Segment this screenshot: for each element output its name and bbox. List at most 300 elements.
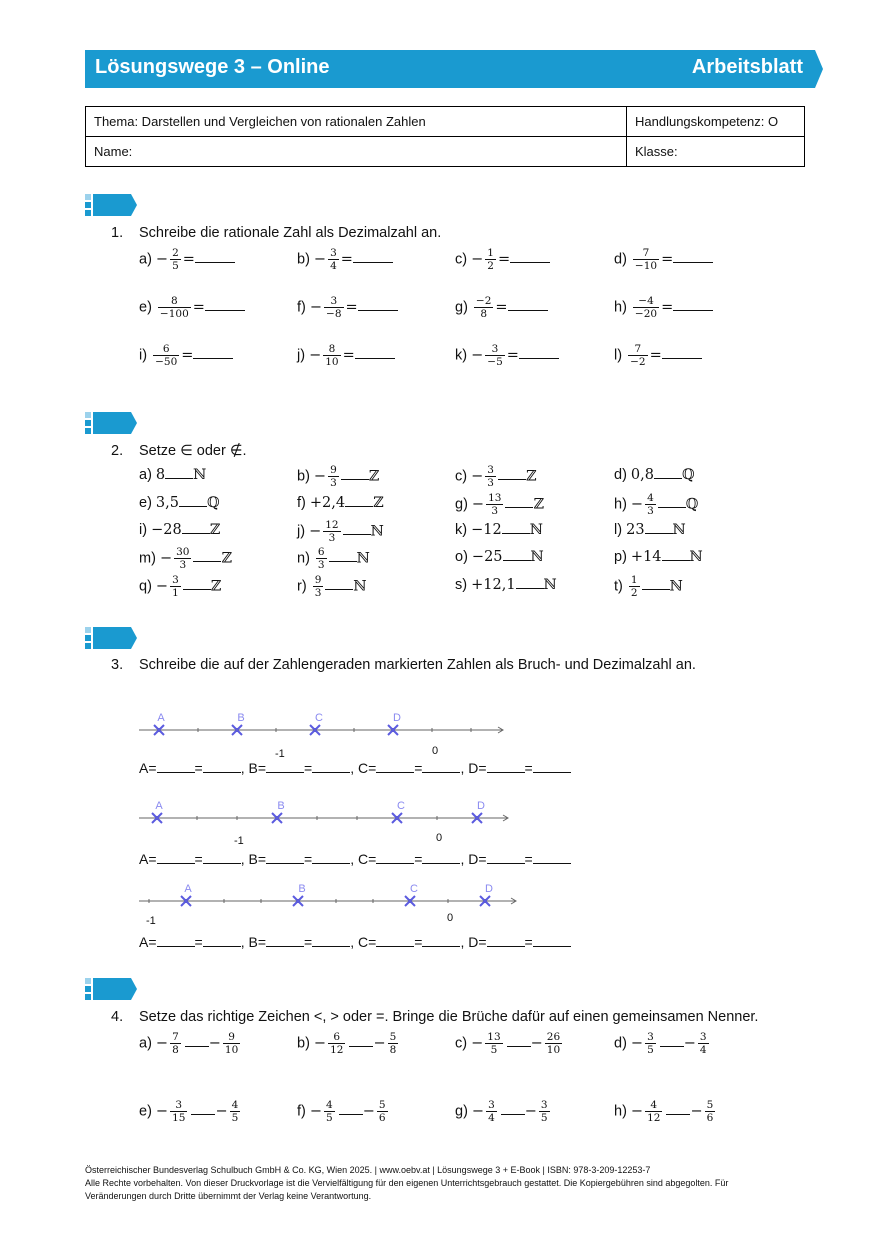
denominator: 8	[389, 1044, 397, 1056]
numerator: 2	[172, 247, 179, 259]
equals: =	[524, 934, 533, 950]
answer-prefix: , C=	[350, 760, 377, 776]
answer-blank[interactable]	[660, 1032, 684, 1047]
q1-text: Schreibe die rationale Zahl als Dezimalzahl an.	[139, 225, 442, 241]
zero-label: 0	[432, 745, 439, 757]
answer-blank[interactable]	[203, 760, 241, 773]
denominator: 8	[172, 1044, 179, 1056]
item-label: a)	[139, 251, 156, 268]
answer-blank[interactable]	[266, 760, 304, 773]
numerator: 3	[330, 247, 337, 259]
q4-item	[455, 1031, 564, 1056]
number-set: ℕ	[530, 549, 544, 565]
sign: −	[313, 1035, 327, 1052]
sign: −	[309, 1103, 323, 1120]
equals: =	[506, 347, 519, 364]
item-label: q)	[139, 578, 156, 595]
item-label: t)	[614, 578, 627, 595]
point-label: C	[410, 883, 418, 895]
number-set: ℕ	[193, 467, 207, 483]
q3-number: 3.	[111, 657, 124, 673]
numerator: 6	[317, 546, 325, 558]
fraction	[645, 1031, 656, 1056]
numerator: 13	[488, 492, 502, 504]
equals: =	[524, 760, 533, 776]
fraction	[324, 1099, 335, 1124]
numerator: 3	[487, 464, 494, 476]
sign: −	[309, 347, 322, 364]
fraction	[539, 1099, 550, 1124]
answer-blank[interactable]	[312, 934, 350, 947]
q4-item	[139, 1031, 242, 1056]
denominator: 6	[706, 1112, 714, 1124]
answer-prefix: , C=	[350, 851, 377, 867]
fraction	[645, 1099, 662, 1124]
answer-blank[interactable]	[487, 934, 525, 947]
item-label: b)	[297, 251, 314, 268]
denominator: 2	[630, 587, 638, 599]
zero-label: 0	[436, 832, 443, 844]
header-title: Lösungswege 3 – Online	[95, 56, 330, 78]
point-label: B	[277, 800, 285, 812]
denominator: 1	[172, 587, 179, 599]
numerator: 3	[330, 295, 338, 307]
value: 8	[155, 467, 166, 483]
sign: −	[362, 1103, 375, 1120]
equals: =	[495, 299, 508, 316]
fraction	[485, 1031, 502, 1056]
answer-prefix: , D=	[460, 934, 487, 950]
number-set: ℚ	[206, 495, 220, 511]
answer-blank[interactable]	[312, 851, 350, 864]
answer-prefix: A=	[139, 851, 157, 867]
answer-blank[interactable]	[339, 1100, 363, 1115]
q4-item	[614, 1099, 717, 1124]
denominator: −5	[487, 356, 503, 368]
numerator: 30	[176, 546, 190, 558]
denominator: 15	[172, 1112, 186, 1124]
item-label: g)	[455, 1103, 472, 1120]
numerator: 8	[328, 343, 336, 355]
number-set: ℚ	[681, 467, 695, 483]
answer-blank[interactable]	[203, 934, 241, 947]
value: +12,1	[471, 577, 516, 593]
q2-number: 2.	[111, 443, 124, 459]
equals: =	[414, 760, 423, 776]
equals: =	[414, 851, 423, 867]
sign: −	[373, 1035, 386, 1052]
answer-blank[interactable]	[501, 1100, 525, 1115]
item-label: i)	[139, 347, 152, 364]
denominator: 3	[174, 558, 191, 571]
number-set: ℕ	[370, 523, 384, 540]
item-label: k)	[455, 522, 472, 538]
item-label: h)	[614, 299, 631, 316]
fraction	[328, 1031, 345, 1056]
equals: =	[497, 251, 511, 268]
numerator: 3	[540, 1099, 548, 1111]
fraction	[223, 1031, 240, 1056]
answer-blank[interactable]	[157, 934, 195, 947]
equals: =	[661, 251, 674, 268]
denominator: 3	[323, 531, 340, 544]
name-cell[interactable]: Name:	[86, 137, 627, 167]
answer-prefix: A=	[139, 760, 157, 776]
footer-line-2: Alle Rechte vorbehalten. Von dieser Druckvorlage ist die Vervielfältigung für den eigenen Unterrichtsgebrauch gestattet. Die Kopiergebühren sind abgegolten. Für	[85, 1178, 729, 1188]
point-label: D	[477, 800, 485, 812]
answer-blank[interactable]	[533, 851, 571, 864]
value: 23	[626, 522, 645, 538]
equals: =	[182, 251, 195, 268]
numerator: 6	[162, 343, 170, 355]
number-set: ℕ	[356, 550, 370, 567]
numerator: 5	[706, 1099, 714, 1111]
numerator: −2	[475, 295, 492, 307]
denominator: 6	[378, 1112, 386, 1124]
numerator: 4	[650, 1099, 658, 1111]
sign: −	[215, 1103, 228, 1120]
point-label: A	[155, 800, 163, 812]
zero-label: 0	[447, 912, 454, 924]
denominator: 4	[699, 1044, 707, 1056]
numerator: 6	[333, 1031, 341, 1043]
answer-blank[interactable]	[157, 760, 195, 773]
q4-item	[297, 1031, 400, 1056]
item-label: e)	[139, 299, 156, 316]
denominator: 12	[647, 1112, 661, 1124]
answer-prefix: , C=	[350, 934, 377, 950]
number-set: ℕ	[669, 578, 683, 595]
sign: −	[530, 1035, 543, 1052]
numerator: 12	[325, 519, 339, 531]
numerator: 3	[647, 1031, 654, 1043]
point-label: B	[298, 883, 306, 895]
denominator: 2	[487, 260, 494, 272]
q4-item	[297, 1099, 390, 1124]
answer-blank[interactable]	[376, 934, 414, 947]
value: 0,8	[630, 467, 654, 483]
sign: −	[155, 1103, 169, 1120]
numerator: 26	[546, 1031, 561, 1043]
denominator: 12	[330, 1044, 344, 1056]
numerator: 7	[634, 343, 642, 355]
number-set: ℤ	[221, 550, 233, 567]
number-set: ℕ	[689, 549, 703, 565]
sign: −	[208, 1035, 221, 1052]
kompetenz-cell: Handlungskompetenz: O	[627, 107, 805, 137]
item-label: j)	[297, 347, 310, 364]
item-label: b)	[297, 1035, 314, 1052]
answer-blank[interactable]	[376, 760, 414, 773]
point-label: C	[315, 712, 323, 724]
denominator: 10	[546, 1044, 561, 1056]
number-set: ℤ	[368, 468, 380, 485]
numerator: 4	[231, 1099, 239, 1111]
sign: −	[683, 1035, 696, 1052]
answer-blank[interactable]	[422, 851, 460, 864]
answer-blank[interactable]	[266, 851, 304, 864]
denominator: 5	[326, 1112, 333, 1124]
numerator: 8	[171, 295, 178, 307]
item-label: m)	[139, 550, 160, 567]
numerator: 4	[326, 1099, 333, 1111]
thema-cell: Thema: Darstellen und Vergleichen von rationalen Zahlen	[86, 107, 627, 137]
value: −	[309, 523, 322, 540]
answer-blank[interactable]	[266, 934, 304, 947]
item-label: k)	[455, 347, 472, 364]
number-set: ℤ	[525, 468, 537, 485]
point-label: D	[485, 883, 493, 895]
item-label: j)	[297, 523, 310, 540]
numerator: 5	[378, 1099, 386, 1111]
item-label: h)	[614, 1103, 631, 1120]
number-set: ℕ	[672, 522, 686, 538]
q3-text: Schreibe die auf der Zahlengeraden markierten Zahlen als Bruch- und Dezimalzahl an.	[139, 657, 696, 673]
minus-one-label: -1	[275, 748, 285, 760]
value: −	[471, 496, 485, 513]
answer-blank[interactable]	[422, 760, 460, 773]
sign: −	[471, 347, 484, 364]
number-set: ℚ	[685, 496, 699, 513]
item-label: e)	[139, 495, 156, 511]
answer-blank[interactable]	[157, 851, 195, 864]
item-label: g)	[455, 299, 472, 316]
equals: =	[342, 347, 355, 364]
numerator: 3	[699, 1031, 707, 1043]
numerator: 1	[487, 247, 494, 259]
item-label: s)	[455, 577, 472, 593]
item-label: h)	[614, 496, 631, 513]
equals: =	[304, 851, 313, 867]
equals: =	[194, 934, 203, 950]
item-label: i)	[139, 522, 152, 538]
answer-prefix: , B=	[240, 760, 266, 776]
point-label: C	[397, 800, 405, 812]
item-label: l)	[614, 522, 627, 538]
value: −	[155, 578, 169, 595]
fraction	[388, 1031, 399, 1056]
number-set: ℕ	[543, 577, 557, 593]
equals: =	[304, 760, 313, 776]
numerator: 5	[389, 1031, 397, 1043]
value: −28	[151, 522, 182, 538]
klasse-cell[interactable]: Klasse:	[627, 137, 805, 167]
equals: =	[192, 299, 205, 316]
item-label: f)	[297, 495, 310, 511]
numerator: −4	[638, 295, 654, 307]
q2-text: Setze ∈ oder ∉.	[139, 443, 247, 459]
denominator: 3	[647, 505, 654, 517]
denominator: 3	[487, 477, 494, 489]
point-label: D	[393, 712, 401, 724]
answer-prefix: , D=	[460, 760, 487, 776]
item-label: r)	[297, 578, 311, 595]
item-label: a)	[139, 1035, 156, 1052]
answer-blank[interactable]	[312, 760, 350, 773]
denominator: −2	[630, 356, 646, 368]
number-set: ℤ	[533, 496, 545, 513]
value: 3,5	[155, 495, 179, 511]
denominator: 5	[540, 1112, 548, 1124]
sign: −	[471, 251, 484, 268]
answer-blank[interactable]	[533, 934, 571, 947]
numerator: 7	[642, 247, 650, 259]
item-label: f)	[297, 1103, 310, 1120]
item-label: g)	[455, 496, 472, 513]
numerator: 3	[488, 1099, 495, 1111]
number-set: ℤ	[373, 495, 384, 511]
item-label: d)	[614, 1035, 631, 1052]
footer-line-1: Österreichischer Bundesverlag Schulbuch GmbH & Co. KG, Wien 2025. | www.oebv.at | Lösungswege 3 + E-Book | ISBN: 978-3-209-12253-7	[85, 1165, 651, 1175]
footer-line-3: Veränderungen durch Dritte übernimmt der Verlag keine Verantwortung.	[85, 1191, 372, 1201]
point-label: B	[237, 712, 245, 724]
answer-blank[interactable]	[349, 1032, 373, 1047]
sign: −	[155, 1035, 169, 1052]
answer-line	[139, 760, 571, 776]
equals: =	[181, 347, 194, 364]
answer-blank[interactable]	[666, 1100, 690, 1115]
equals: =	[340, 251, 353, 268]
fraction	[377, 1099, 388, 1124]
answer-prefix: A=	[139, 934, 157, 950]
numerator: 13	[487, 1031, 501, 1043]
equals: =	[524, 851, 533, 867]
numerator: 4	[647, 492, 654, 504]
number-set: ℤ	[209, 522, 221, 538]
equals: =	[194, 760, 203, 776]
sign: −	[313, 251, 327, 268]
numerator: 3	[175, 1099, 183, 1111]
numerator: 7	[172, 1031, 179, 1043]
fraction	[698, 1031, 709, 1056]
q4-item	[455, 1099, 552, 1124]
q4-text: Setze das richtige Zeichen <, > oder =. Bringe die Brüche dafür auf einen gemeinsamen Nenner.	[139, 1009, 759, 1025]
footer	[85, 1164, 805, 1203]
denominator: 10	[325, 356, 339, 368]
item-label: c)	[455, 251, 472, 268]
numerator: 9	[314, 574, 322, 586]
answer-prefix: , B=	[240, 934, 266, 950]
denominator: 4	[488, 1112, 495, 1124]
number-set: ℕ	[529, 522, 543, 538]
item-label: c)	[455, 1035, 472, 1052]
value: −25	[471, 549, 503, 565]
numerator: 9	[330, 464, 337, 476]
value: −12	[471, 522, 502, 538]
denominator: −10	[634, 260, 658, 272]
numerator: 9	[228, 1031, 235, 1043]
answer-blank[interactable]	[533, 760, 571, 773]
sign: −	[309, 299, 323, 316]
q4-number: 4.	[111, 1009, 124, 1025]
answer-blank[interactable]	[422, 934, 460, 947]
item-label: d)	[614, 251, 631, 268]
numerator: 3	[491, 343, 499, 355]
denominator: 3	[330, 477, 337, 489]
value: +2,4	[309, 495, 346, 511]
fraction	[230, 1099, 241, 1124]
value: −	[630, 496, 644, 513]
value: −	[159, 550, 173, 567]
denominator: 5	[647, 1044, 654, 1056]
answer-prefix: , B=	[240, 851, 266, 867]
header-type: Arbeitsblatt	[691, 56, 803, 78]
answer-blank[interactable]	[487, 760, 525, 773]
answer-blank[interactable]	[203, 851, 241, 864]
sign: −	[471, 1035, 484, 1052]
minus-one-label: -1	[146, 915, 156, 927]
item-label: o)	[455, 549, 472, 565]
minus-one-label: -1	[234, 835, 244, 847]
denominator: 3	[317, 559, 325, 571]
value: −	[471, 468, 484, 485]
sign: −	[155, 251, 169, 268]
fraction	[545, 1031, 562, 1056]
item-label: l)	[614, 347, 627, 364]
fraction	[170, 1031, 181, 1056]
q4-item	[139, 1099, 242, 1124]
answer-blank[interactable]	[191, 1100, 215, 1115]
item-label: d)	[614, 467, 631, 483]
item-label: e)	[139, 1103, 156, 1120]
value: +14	[630, 549, 662, 565]
denominator: −50	[155, 356, 178, 368]
item-label: c)	[455, 468, 472, 485]
equals: =	[304, 934, 313, 950]
point-label: A	[157, 712, 165, 724]
q1-number: 1.	[111, 225, 124, 241]
value: −	[313, 468, 327, 485]
answer-line	[139, 851, 571, 867]
sign: −	[630, 1103, 644, 1120]
item-label: p)	[614, 549, 631, 565]
item-label: b)	[297, 468, 314, 485]
denominator: 10	[224, 1044, 239, 1056]
equals: =	[414, 934, 423, 950]
sign: −	[471, 1103, 485, 1120]
answer-blank[interactable]	[376, 851, 414, 864]
denominator: 3	[486, 504, 503, 517]
denominator: −20	[634, 308, 658, 320]
denominator: −100	[159, 308, 189, 320]
denominator: −8	[326, 308, 342, 320]
sign: −	[690, 1103, 703, 1120]
equals: =	[194, 851, 203, 867]
denominator: 5	[485, 1043, 502, 1056]
denominator: 4	[330, 260, 337, 272]
item-label: a)	[139, 467, 156, 483]
point-label: A	[184, 883, 192, 895]
number-set: ℕ	[353, 578, 367, 595]
sign: −	[524, 1103, 537, 1120]
answer-blank[interactable]	[185, 1032, 209, 1047]
denominator: 5	[172, 260, 179, 272]
numerator: 3	[172, 574, 179, 586]
q4-item	[614, 1031, 711, 1056]
denominator: 8	[474, 307, 493, 320]
numerator: 1	[630, 574, 638, 586]
answer-blank[interactable]	[487, 851, 525, 864]
denominator: 3	[314, 587, 322, 599]
equals: =	[661, 299, 674, 316]
item-label: n)	[297, 550, 314, 567]
fraction	[486, 1099, 497, 1124]
answer-blank[interactable]	[507, 1032, 531, 1047]
fraction	[170, 1099, 187, 1124]
answer-prefix: , D=	[460, 851, 487, 867]
answer-line	[139, 934, 571, 950]
sign: −	[630, 1035, 644, 1052]
